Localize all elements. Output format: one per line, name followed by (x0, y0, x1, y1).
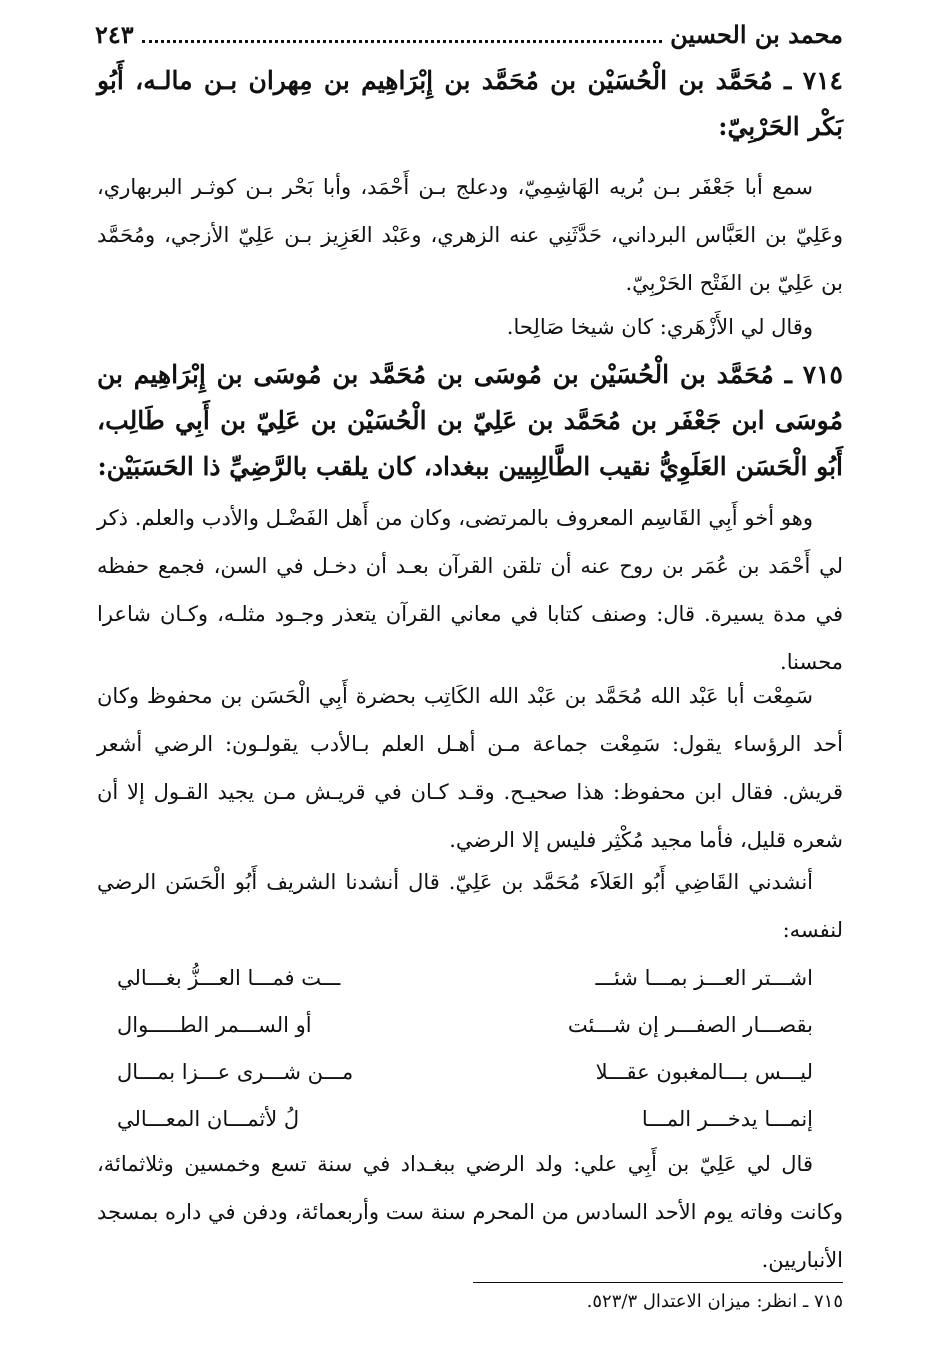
entry-715-heading: ٧١٥ ـ مُحَمَّد بن الْحُسَيْن بن مُوسَى بن مُحَمَّد بن مُوسَى بن إِبْرَاهِيم بن مُوسَى ابن جَعْفَر بن مُحَمَّد بن عَلِيّ بن الْحُسَيْن بن عَلِيّ بن أَبِي طَالِب، أَبُو الْحَسَن العَلَوِيُّ نقيب الطَّالِبِيين ببغداد، كان يلقب بالرَّضِيِّ ذا الحَسَبَيْن: (97, 360, 843, 481)
entry-714 (97, 58, 843, 150)
header-dotted-leader (142, 39, 662, 43)
running-title: محمد بن الحسين (670, 20, 843, 49)
poem-verse (97, 1002, 843, 1049)
entry-714-paragraph-2 (97, 303, 843, 351)
entry-714-paragraph-1 (97, 163, 843, 307)
page-header (95, 16, 843, 50)
poem-hemistich-first: إنمـــا يدخـــر المـــا (641, 1107, 813, 1131)
entry-714-paragraph-2-text: وقال لي الأَزْهَري: كان شيخا صَالِحا. (506, 315, 813, 339)
entry-715-paragraph-2-text: سَمِعْت أبا عَبْد الله مُحَمَّد بن عَبْد الله الكَاتِب بحضرة أَبِي الْحَسَن بن محفوظ وكان أحد الرؤساء يقول: سَمِعْت جماعة مـن أهـل العلم بـالأدب يقولـون: الرضي أشعر قريش. فقال ابن محفوظ: هذا صحيـح. وقـد كـان في قريـش مـن يجيد القـول إلا أن شعره قليل، فأما مجيد مُكْثِر فليس إلا الرضي. (97, 684, 843, 852)
poem-hemistich-second: لُ لأثمـــان المعـــالي (117, 1107, 300, 1131)
poem-hemistich-second: مـــن شـــرى عـــزا بمـــال (117, 1060, 354, 1084)
entry-715-closing-paragraph (97, 1140, 843, 1284)
entry-715-paragraph-1-text: وهو أخو أَبِي القَاسِم المعروف بالمرتضى، وكان من أَهل الفَضْـل والأدب والعلم. ذكر لي أَحْمَد بن عُمَر بن روح عنه أن تلقن القرآن بعـد أن دخـل في السن، فجمع حفظه في مدة يسيرة. قال: وصنف كتابا في معاني القرآن يتعذر وجـود مثلـه، وكـان شاعرا محسنا. (97, 506, 843, 674)
poem (97, 955, 843, 1143)
poem-hemistich-first: بقصـــار الصفـــر إن شـــئت (567, 1013, 813, 1037)
poem-verse (97, 1096, 843, 1143)
poem-verse (97, 1049, 843, 1096)
entry-714-paragraph-1-text: سمع أبا جَعْفَر بـن بُريه الهَاشِمِيّ، ودعلج بـن أَحْمَد، وأبا بَحْر بـن كوثـر البربهاري، وعَلِيّ بن العَبَّاس البرداني، حَدَّثَنِي عنه الزهري، وعَبْد العَزِيز بـن عَلِيّ الأزجي، ومُحَمَّد بن عَلِيّ بن الفَتْح الحَرْبِيّ. (97, 175, 843, 295)
page-number: ٢٤٣ (95, 20, 134, 49)
poem-hemistich-second: أو الســـمر الطـــــوال (117, 1013, 312, 1037)
footnote: ٧١٥ ـ انظر: ميزان الاعتدال ٥٢٣/٣. (586, 1291, 843, 1312)
entry-714-heading: ٧١٤ ـ مُحَمَّد بن الْحُسَيْن بن مُحَمَّد بن إِبْرَاهِيم بن مِهران بـن مالـه، أَبُو بَكْر الحَرْبِيّ: (97, 66, 843, 141)
entry-715-paragraph-3-text: أنشدني القَاضِي أَبُو العَلاَء مُحَمَّد بن عَلِيّ. قال أنشدنا الشريف أَبُو الْحَسَن الرضي لنفسه: (97, 870, 843, 942)
entry-715-paragraph-1 (97, 494, 843, 686)
poem-hemistich-first: ليـــس بـــالمغبون عقـــلا (595, 1060, 813, 1084)
entry-715 (97, 352, 843, 490)
poem-hemistich-first: اشـــتر العـــز بمـــا شئـــ (595, 966, 813, 990)
entry-715-paragraph-2 (97, 672, 843, 864)
entry-715-closing-text: قال لي عَلِيّ بن أَبِي علي: ولد الرضي ببغـداد في سنة تسع وخمسين وثلاثمائة، وكانت وفاته يوم الأحد السادس من المحرم سنة ست وأربعمائة، ودفن في داره بمسجد الأنباريين. (97, 1152, 843, 1272)
footnote-separator (473, 1282, 843, 1283)
poem-verse (97, 955, 843, 1002)
poem-hemistich-second: ـــت فمـــا العـــزُّ بغـــالي (117, 966, 341, 990)
entry-715-paragraph-3 (97, 858, 843, 954)
